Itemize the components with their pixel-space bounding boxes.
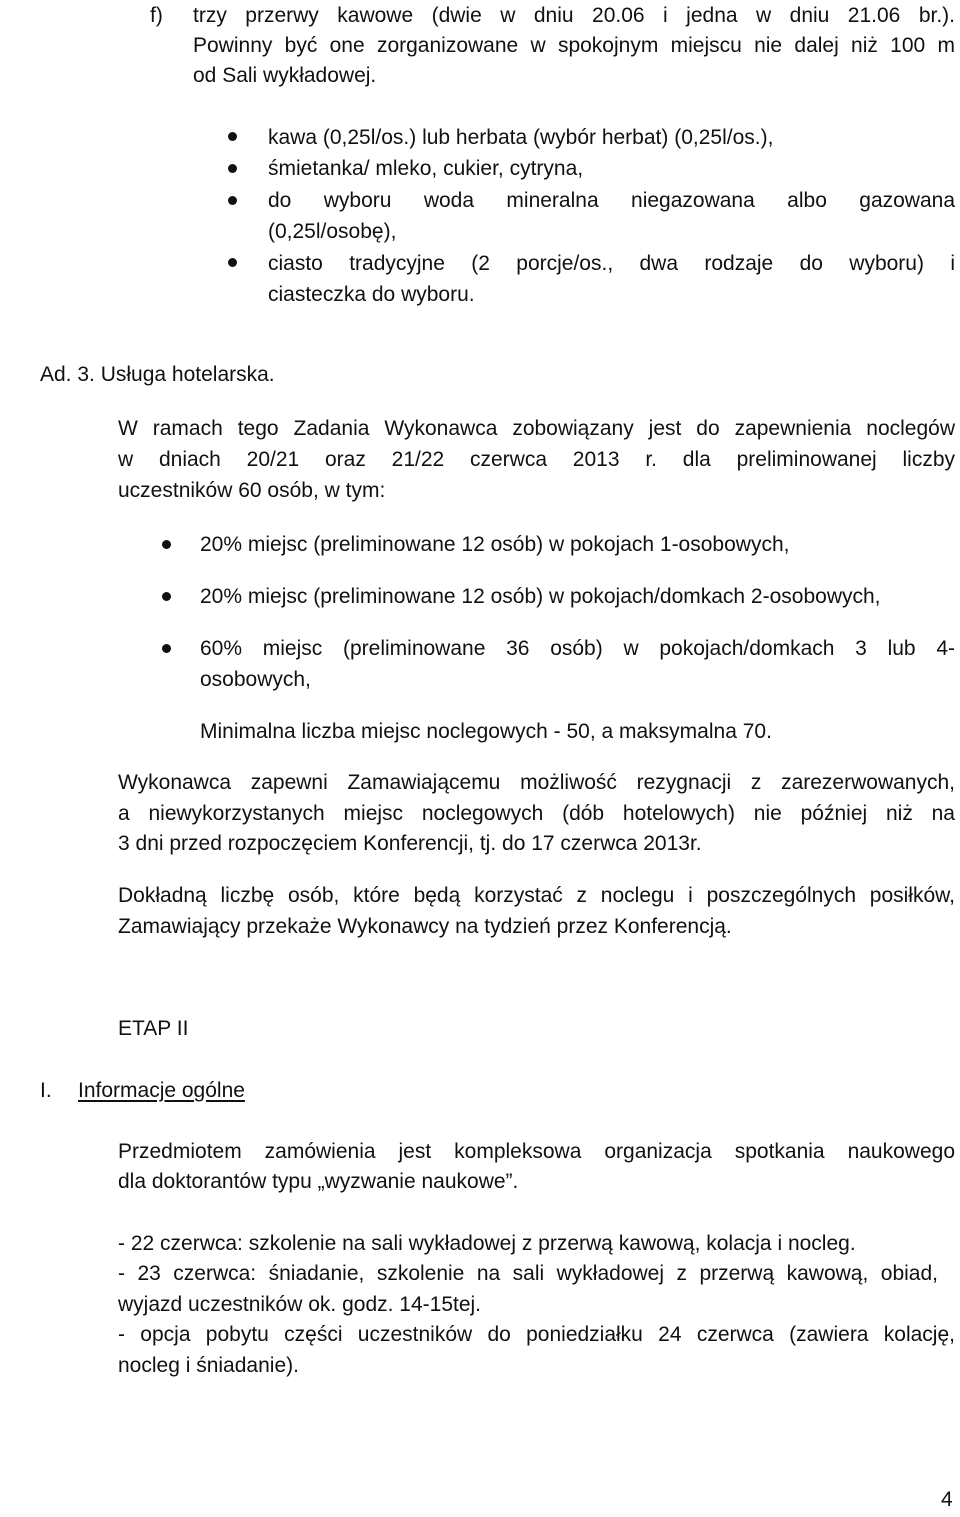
etap-title: ETAP II (118, 1017, 189, 1040)
coffee-item-4-line-1: ciasto tradycyjne (2 porcje/os., dwa rodzaje do wyboru) i (268, 252, 955, 275)
subject-line-2: dla doktorantów typu „wyzwanie naukowe”. (118, 1170, 519, 1193)
section-title: Informacje ogólne (78, 1079, 245, 1102)
item-f-marker: f) (150, 4, 163, 27)
ad3-count-line-2: Zamawiający przekaże Wykonawcy na tydzień przez Konferencją. (118, 915, 732, 938)
schedule-line-3: wyjazd uczestników ok. godz. 14-15tej. (118, 1293, 482, 1316)
ad3-intro-line-1: W ramach tego Zadania Wykonawca zobowiązany jest do zapewnienia noclegów (118, 417, 955, 440)
schedule-line-4: - opcja pobytu części uczestników do poniedziałku 24 czerwca (zawiera kolację, (118, 1323, 955, 1346)
item-f-line-2: Powinny być one zorganizowane w spokojnym miejscu nie dalej niż 100 m (193, 34, 955, 57)
subject-line-1: Przedmiotem zamówienia jest kompleksowa organizacja spotkania naukowego (118, 1140, 955, 1163)
item-f-line-1: trzy przerwy kawowe (dwie w dniu 20.06 i jedna w dniu 21.06 br.). (193, 4, 955, 27)
page-number: 4 (941, 1488, 953, 1511)
ad3-cancel-line-2: a niewykorzystanych miejsc noclegowych (dób hotelowych) nie później niż na (118, 802, 955, 825)
coffee-bullet-4 (228, 258, 237, 267)
coffee-bullet-3 (228, 196, 237, 205)
coffee-item-3-line-2: (0,25l/osobę), (268, 220, 397, 243)
room-bullet-1 (162, 540, 171, 549)
section-number: I. (40, 1079, 52, 1102)
room-item-3-line-1: 60% miejsc (preliminowane 36 osób) w pokojach/domkach 3 lub 4- (200, 637, 955, 660)
ad3-cancel-line-1: Wykonawca zapewni Zamawiającemu możliwość rezygnacji z zarezerwowanych, (118, 771, 955, 794)
schedule-line-2: - 23 czerwca: śniadanie, szkolenie na sali wykładowej z przerwą kawową, obiad, (118, 1262, 938, 1285)
schedule-line-5: nocleg i śniadanie). (118, 1354, 299, 1377)
coffee-item-4-line-2: ciasteczka do wyboru. (268, 283, 475, 306)
room-item-2: 20% miejsc (preliminowane 12 osób) w pokojach/domkach 2-osobowych, (200, 585, 881, 608)
item-f-line-3: od Sali wykładowej. (193, 64, 377, 87)
room-item-3-line-2: osobowych, (200, 668, 311, 691)
ad3-cancel-line-3: 3 dni przed rozpoczęciem Konferencji, tj. do 17 czerwca 2013r. (118, 832, 702, 855)
ad3-intro-line-2: w dniach 20/21 oraz 21/22 czerwca 2013 r. dla preliminowanej liczby (118, 448, 955, 471)
coffee-item-3-line-1: do wyboru woda mineralna niegazowana albo gazowana (268, 189, 955, 212)
coffee-bullet-1 (228, 132, 237, 141)
coffee-bullet-2 (228, 164, 237, 173)
room-bullet-2 (162, 592, 171, 601)
schedule-line-1: - 22 czerwca: szkolenie na sali wykładowej z przerwą kawową, kolacja i nocleg. (118, 1232, 856, 1255)
ad3-intro-line-3: uczestników 60 osób, w tym: (118, 479, 386, 502)
ad3-heading: Ad. 3. Usługa hotelarska. (40, 363, 275, 386)
ad3-count-line-1: Dokładną liczbę osób, które będą korzystać z noclegu i poszczególnych posiłków, (118, 884, 955, 907)
coffee-item-2-line-1: śmietanka/ mleko, cukier, cytryna, (268, 157, 584, 180)
room-item-1: 20% miejsc (preliminowane 12 osób) w pokojach 1-osobowych, (200, 533, 790, 556)
ad3-minmax: Minimalna liczba miejsc noclegowych - 50, a maksymalna 70. (200, 720, 772, 743)
room-bullet-3 (162, 644, 171, 653)
coffee-item-1-line-1: kawa (0,25l/os.) lub herbata (wybór herbat) (0,25l/os.), (268, 126, 774, 149)
